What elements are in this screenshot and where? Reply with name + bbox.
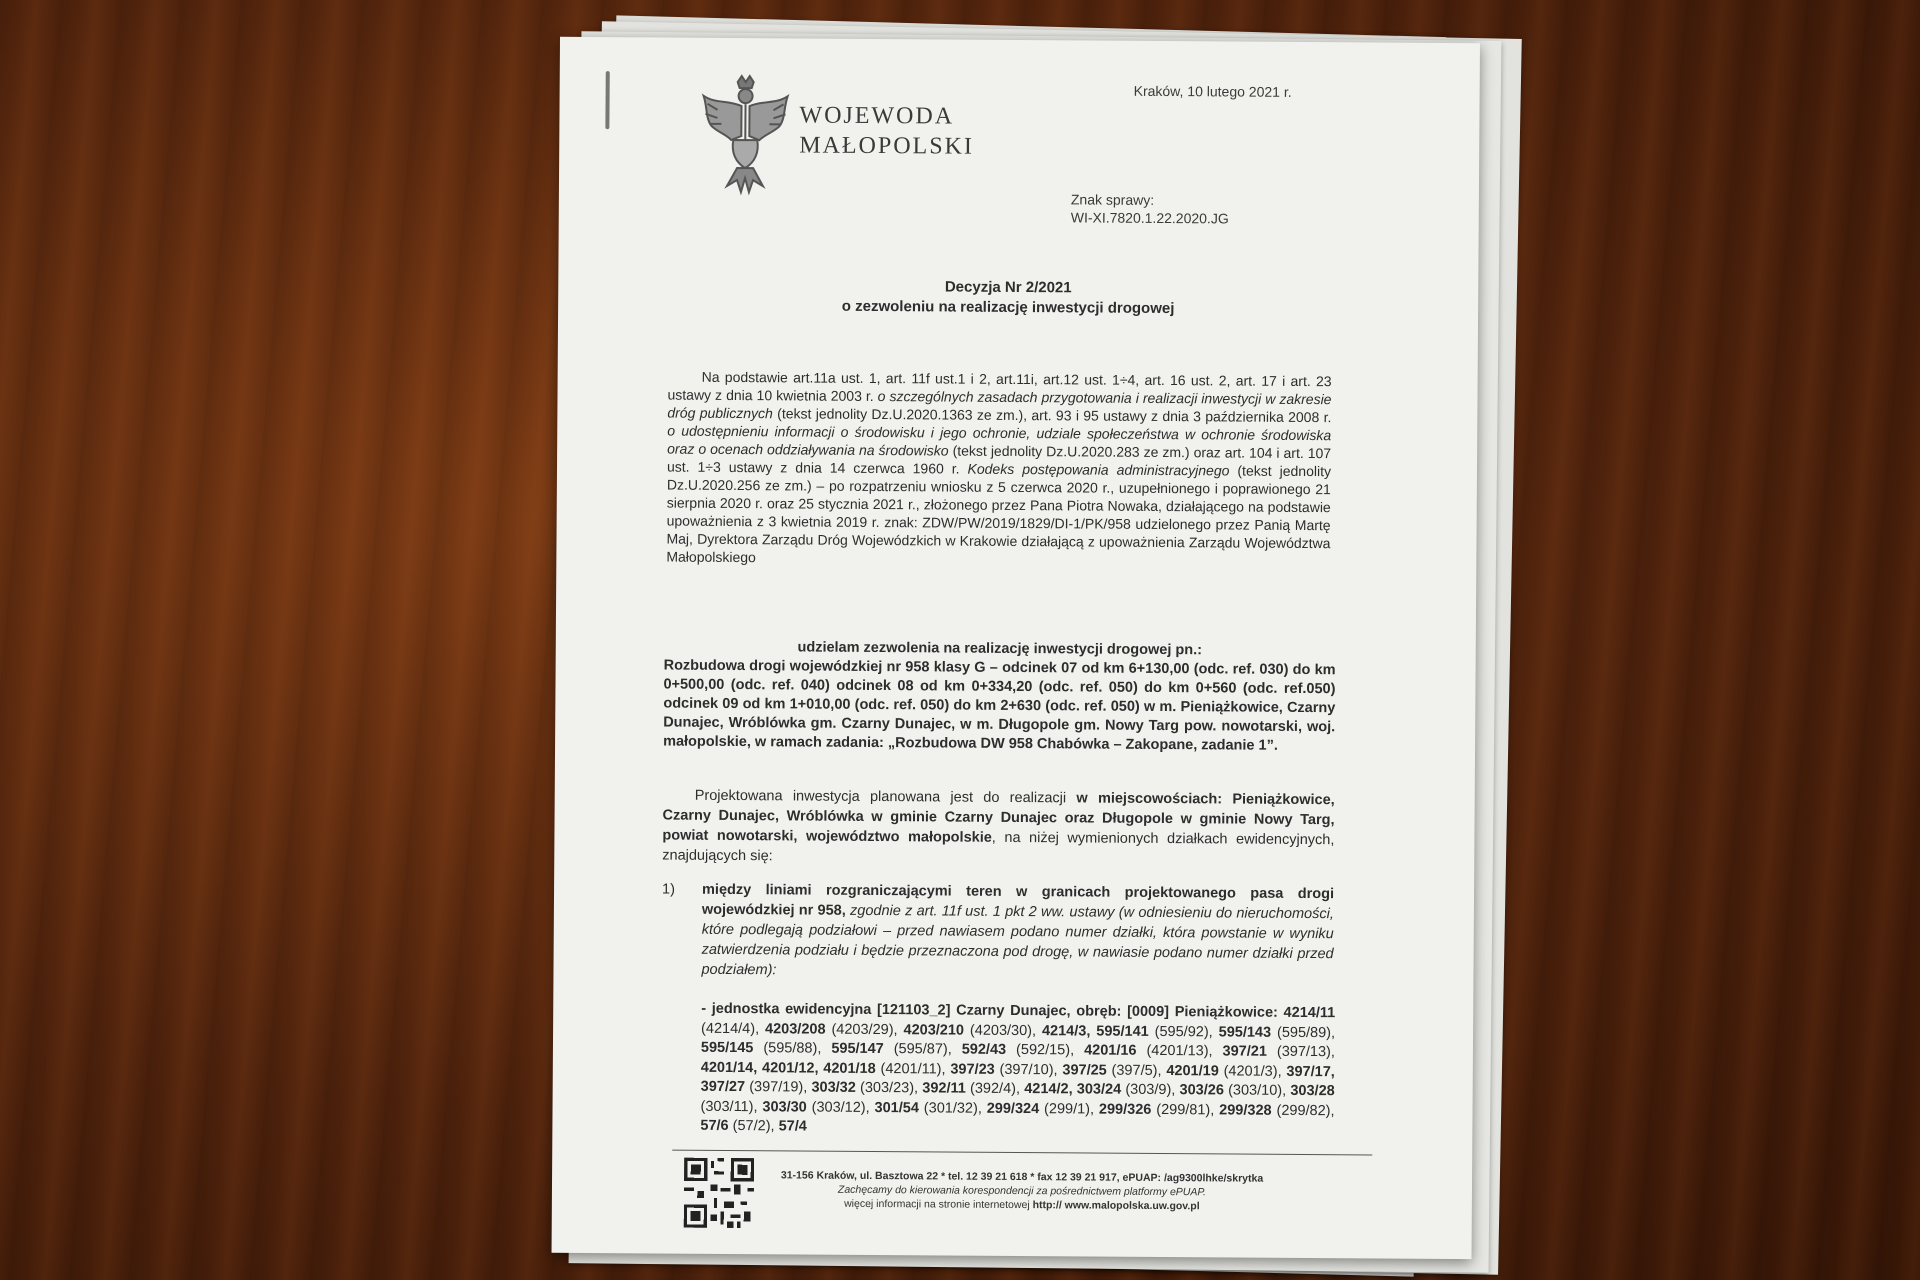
plot-entry bbox=[701, 1040, 822, 1057]
text-run: więcej informacji na stronie internetowej bbox=[844, 1197, 1033, 1212]
plot-entry bbox=[1213, 1024, 1335, 1041]
parent-plot-number: (397/13), bbox=[1276, 1043, 1335, 1061]
plot-number: 4203/210 bbox=[903, 1021, 965, 1039]
plot-number: 299/324 bbox=[986, 1100, 1040, 1117]
plot-number: 4201/19 bbox=[1166, 1062, 1219, 1079]
text-run-italic: Kodeks postępowania administracyjnego bbox=[967, 460, 1230, 479]
plot-number: 397/21 bbox=[1222, 1043, 1267, 1060]
staple bbox=[605, 71, 609, 129]
text-run: (tekst jednolity Dz.U.2020.1363 ze zm.), art. 93 i 95 ustawy z dnia 3 października 2008 r. bbox=[772, 405, 1332, 426]
plot-number: 4214/2, 303/24 bbox=[1024, 1081, 1122, 1098]
plot-entry bbox=[757, 1099, 869, 1116]
plot-number: 57/6 bbox=[700, 1117, 729, 1134]
plot-number: 4201/14, 4201/12, 4201/18 bbox=[700, 1059, 876, 1077]
legal-basis-paragraph bbox=[666, 368, 1331, 571]
cadastral-unit-heading: - jednostka ewidencyjna [121103_2] Czarny Dunajec, obręb: [0009] Pieniążkowice: bbox=[701, 1000, 1278, 1021]
plot-number: 595/147 bbox=[831, 1040, 884, 1058]
plot-number: 299/326 bbox=[1098, 1101, 1152, 1118]
plot-number: 4214/11 bbox=[1283, 1004, 1336, 1022]
plot-number: 4203/208 bbox=[765, 1020, 826, 1038]
plot-entry bbox=[982, 1100, 1094, 1117]
parent-plot-number: (397/19), bbox=[749, 1079, 808, 1096]
plot-number: 595/145 bbox=[700, 1039, 754, 1057]
plot-number: 4214/3, 595/141 bbox=[1041, 1022, 1149, 1040]
plot-entry bbox=[1162, 1063, 1282, 1080]
parent-plot-number: (303/10), bbox=[1228, 1082, 1287, 1099]
footer-divider bbox=[672, 1150, 1372, 1156]
plot-number: 303/32 bbox=[811, 1079, 856, 1096]
parent-plot-number: (299/81), bbox=[1156, 1101, 1215, 1118]
grant-heading: udzielam zezwolenia na realizację inwestycji drogowej pn.: bbox=[797, 639, 1203, 659]
plot-number: 397/23 bbox=[950, 1061, 995, 1078]
plot-entry bbox=[1175, 1082, 1286, 1099]
list-item-1 bbox=[661, 880, 1334, 985]
plot-number: 303/26 bbox=[1179, 1082, 1224, 1099]
case-reference bbox=[1071, 190, 1229, 227]
list-number: 1) bbox=[662, 881, 676, 898]
plot-entry bbox=[1020, 1081, 1175, 1098]
plot-entry bbox=[700, 1118, 774, 1135]
parent-plot-number: (303/11), bbox=[700, 1098, 758, 1115]
text-run: Na podstawie art.11a ust. 1, art. 11f ust.1 i 2, art.11i, art.12 ust. 1÷4, art. 16 ust. 2, art. 17 i art. 23 ustawy z dnia 10 kwietnia 2003 r. bbox=[667, 368, 1332, 405]
website-link[interactable]: http:// www.malopolska.uw.gov.pl bbox=[1032, 1199, 1200, 1213]
document-date: Kraków, 10 lutego 2021 r. bbox=[1133, 82, 1292, 100]
plot-entry bbox=[870, 1099, 982, 1116]
parent-plot-number: (595/88), bbox=[763, 1040, 822, 1057]
plot-number: 392/11 bbox=[922, 1080, 966, 1097]
parent-plot-number: (392/4), bbox=[970, 1080, 1021, 1098]
plot-entry bbox=[1213, 1043, 1335, 1060]
footer-address: 31-156 Kraków, ul. Basztowa 22 * tel. 12 39 21 618 * fax 12 39 21 917, ePUAP: /ag9300lhke/skrytka bbox=[780, 1169, 1264, 1185]
parent-plot-number: (301/32), bbox=[923, 1099, 982, 1117]
footer-website bbox=[732, 1196, 1312, 1214]
issuer-line-2: MAŁOPOLSKI bbox=[799, 132, 975, 160]
plot-entries bbox=[700, 1005, 1335, 1135]
plot-number: 303/30 bbox=[762, 1098, 807, 1116]
plot-entry bbox=[775, 1118, 807, 1134]
plot-entry bbox=[898, 1022, 1037, 1039]
text-run-italic: o szczególnych zasadach przygotowania i realizacji inwestycji w zakresie dróg publicznych bbox=[667, 388, 1332, 422]
text-run: (tekst jednolity Dz.U.2020.283 ze zm.) oraz art. 104 i art. 107 ust. 1÷3 ustawy z dnia 14 czerwca 1960 r. bbox=[666, 442, 1332, 477]
parent-plot-number: (57/2), bbox=[732, 1118, 775, 1135]
text-run-bold: między liniami rozgraniczającymi teren w granicach projektowanego pasa drogi wojewódzkiej nr 958, bbox=[701, 881, 1335, 919]
grant-body: Rozbudowa drogi wojewódzkiej nr 958 klasy G – odcinek 07 od km 6+130,00 (odc. ref. 030) do km 0+500,00 (odc. ref. 040) odcinek 08 od km 0+334,20 (odc. ref. 050) do km 0+560 (odc. ref.050) odcinek 09 od km 1+010,00 (odc. ref. 050) do km 2+630 (odc. ref. 050) w m. Pieniążkowice, Czarny Dunajec, Wróblówka gm. Czarny Dunajec, w m. Długopole gm. Nowy Targ pow. nowotarski, woj. małopolskie, w ramach zadania: „Rozbudowa DW 958 Chabówka – Zakopane, zadanie 1”. bbox=[663, 657, 1336, 754]
project-location-paragraph bbox=[662, 786, 1335, 871]
document-page bbox=[552, 37, 1480, 1259]
parent-plot-number: (595/87), bbox=[893, 1041, 952, 1058]
parent-plot-number: (595/89), bbox=[1276, 1024, 1336, 1041]
plot-number: 595/143 bbox=[1218, 1023, 1272, 1041]
plot-entry bbox=[1058, 1062, 1162, 1079]
plot-entry bbox=[759, 1021, 898, 1038]
eagle-emblem-icon bbox=[697, 74, 794, 199]
parent-plot-number: (595/92), bbox=[1154, 1023, 1213, 1040]
grant-section bbox=[663, 638, 1336, 757]
parent-plot-number: (4214/4), bbox=[701, 1020, 760, 1037]
text-run: Projektowana inwestycja planowana jest do realizacji bbox=[694, 787, 1077, 807]
plot-entry bbox=[1036, 1023, 1213, 1040]
decision-number: Decyzja Nr 2/2021 bbox=[944, 278, 1072, 297]
plot-entry bbox=[701, 1059, 946, 1077]
plot-entry bbox=[946, 1061, 1058, 1078]
parent-plot-number: (4203/29), bbox=[831, 1021, 898, 1038]
decision-subtitle: o zezwoleniu na realizację inwestycji drogowej bbox=[841, 297, 1175, 318]
text-run-bold: w miejscowościach: Pieniążkowice, Czarny Dunajec, Wróblówka w gminie Czarny Dunajec oraz Długopole w gminie Nowy Targ, powiat nowotarski, województwo małopolskie bbox=[662, 790, 1335, 846]
text-run-italic: zgodnie z art. 11f ust. 1 pkt 2 ww. ustawy (w odniesieniu do nieruchomości, które podlegają podziałowi – przed nawiasem podano numer działki, która powstanie w wyniku zatwierdzenia podziału i będzie przeznaczona pod drogę, w nawiasie podano numer działki przed podziałem): bbox=[701, 902, 1334, 979]
parent-plot-number: (4203/30), bbox=[969, 1022, 1037, 1039]
footer-contact bbox=[732, 1168, 1312, 1214]
text-run-italic: o udostępnieniu informacji o środowisku i jego ochronie, udziale społeczeństwa w ochronie środowiska oraz o ocenach oddziaływania na środowisko bbox=[667, 422, 1332, 459]
plot-number: 592/43 bbox=[961, 1041, 1007, 1058]
issuer-name bbox=[799, 100, 974, 161]
plot-number: 397/25 bbox=[1062, 1061, 1107, 1079]
text-run: , na niżej wymienionych działkach ewidencyjnych, znajdujących się: bbox=[662, 829, 1335, 865]
parent-plot-number: (303/9), bbox=[1125, 1081, 1176, 1099]
case-label: Znak sprawy: bbox=[1070, 191, 1155, 208]
parent-plot-number: (4201/3), bbox=[1223, 1062, 1282, 1080]
decision-title bbox=[688, 276, 1328, 320]
plot-number: 397/17, 397/27 bbox=[700, 1063, 1335, 1096]
plot-entry bbox=[1074, 1042, 1213, 1059]
plot-list bbox=[700, 1000, 1335, 1141]
plot-entry bbox=[952, 1042, 1074, 1059]
plot-number: 4201/16 bbox=[1084, 1042, 1137, 1059]
parent-plot-number: (303/23), bbox=[859, 1079, 919, 1097]
plot-entry bbox=[1094, 1101, 1214, 1118]
parent-plot-number: (592/15), bbox=[1016, 1041, 1075, 1059]
plot-number: 301/54 bbox=[874, 1099, 920, 1116]
list-text bbox=[701, 880, 1334, 984]
plot-entry bbox=[807, 1080, 918, 1097]
plot-entry bbox=[918, 1080, 1020, 1097]
parent-plot-number: (303/12), bbox=[811, 1099, 870, 1116]
plot-number: 57/4 bbox=[778, 1118, 807, 1135]
issuer-line-1: WOJEWODA bbox=[799, 102, 955, 130]
plot-number: 299/328 bbox=[1219, 1101, 1272, 1119]
parent-plot-number: (299/1), bbox=[1044, 1100, 1095, 1118]
text-run: (tekst jednolity Dz.U.2020.256 ze zm.) – po rozpatrzeniu wniosku z 5 czerwca 2020 r., uzupełnionego i poprawionego 21 sierpnia 2020 r. oraz 25 stycznia 2021 r., złożonego przez Pana Piotra Nowaka, działającego na podstawie upoważnienia z 3 kwietnia 2019 r. znak: ZDW/PW/2019/1829/DI-1/PK/958 udzielonego przez Panią Martę Maj, Dyrektora Zarządu Dróg Wojewódzkich w Krakowie działającą z upoważnienia Zarządu Województwa Małopolskiego bbox=[666, 462, 1332, 566]
plot-number: 303/28 bbox=[1290, 1082, 1335, 1100]
plot-entry bbox=[821, 1041, 952, 1058]
parent-plot-number: (397/5), bbox=[1111, 1062, 1162, 1079]
footer-epuap-note: Zachęcamy do kierowania korespondencji za pośrednictwem platformy ePUAP. bbox=[837, 1183, 1207, 1199]
case-number: WI-XI.7820.1.22.2020.JG bbox=[1070, 209, 1229, 227]
parent-plot-number: (299/82), bbox=[1276, 1102, 1335, 1119]
plot-entry bbox=[1214, 1102, 1334, 1119]
parent-plot-number: (397/10), bbox=[999, 1061, 1058, 1078]
parent-plot-number: (4201/11), bbox=[880, 1060, 946, 1078]
parent-plot-number: (4201/13), bbox=[1146, 1042, 1213, 1060]
